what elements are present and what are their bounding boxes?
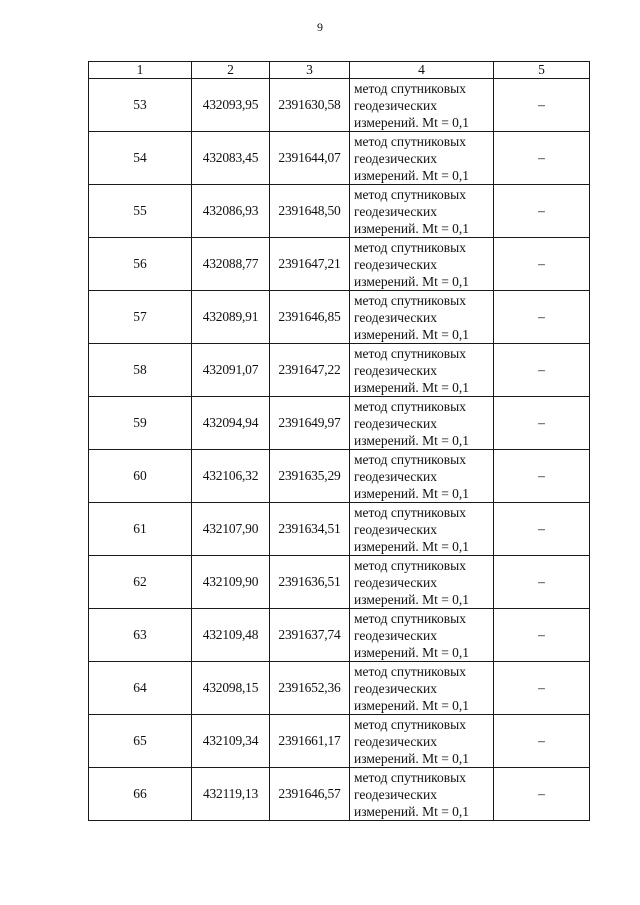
column-header-5: 5 <box>494 62 590 79</box>
method-cell <box>350 344 494 397</box>
page-number: 9 <box>317 20 323 34</box>
note-cell: – <box>494 185 590 238</box>
method-line: метод спутниковых <box>354 345 466 361</box>
method-line: геодезических <box>354 150 437 166</box>
method-line: геодезических <box>354 256 437 272</box>
method-line: измерений. Mt = 0,1 <box>354 803 470 819</box>
method-cell <box>350 662 494 715</box>
note-cell: – <box>494 503 590 556</box>
method-cell <box>350 185 494 238</box>
x-coordinate-cell: 432089,91 <box>192 291 270 344</box>
y-coordinate-cell: 2391649,97 <box>270 397 350 450</box>
method-line: геодезических <box>354 786 437 802</box>
point-number-cell: 61 <box>89 503 192 556</box>
note-cell: – <box>494 344 590 397</box>
y-coordinate-cell: 2391646,85 <box>270 291 350 344</box>
note-cell: – <box>494 238 590 291</box>
method-line: метод спутниковых <box>354 239 466 255</box>
method-line: метод спутниковых <box>354 398 466 414</box>
method-line: измерений. Mt = 0,1 <box>354 273 470 289</box>
method-line: измерений. Mt = 0,1 <box>354 379 470 395</box>
method-line: метод спутниковых <box>354 504 466 520</box>
table-row <box>89 397 590 450</box>
method-line: геодезических <box>354 362 437 378</box>
method-line: метод спутниковых <box>354 133 466 149</box>
point-number-cell: 63 <box>89 609 192 662</box>
table-body <box>89 79 590 821</box>
method-line: геодезических <box>354 203 437 219</box>
x-coordinate-cell: 432098,15 <box>192 662 270 715</box>
method-cell <box>350 79 494 132</box>
point-number-cell: 53 <box>89 79 192 132</box>
table-row <box>89 503 590 556</box>
x-coordinate-cell: 432109,48 <box>192 609 270 662</box>
method-line: измерений. Mt = 0,1 <box>354 538 470 554</box>
method-line: геодезических <box>354 468 437 484</box>
note-cell: – <box>494 715 590 768</box>
y-coordinate-cell: 2391644,07 <box>270 132 350 185</box>
method-line: метод спутниковых <box>354 292 466 308</box>
note-cell: – <box>494 662 590 715</box>
point-number-cell: 60 <box>89 450 192 503</box>
method-line: геодезических <box>354 627 437 643</box>
note-cell: – <box>494 79 590 132</box>
method-cell <box>350 609 494 662</box>
method-line: метод спутниковых <box>354 769 466 785</box>
note-cell: – <box>494 609 590 662</box>
y-coordinate-cell: 2391647,21 <box>270 238 350 291</box>
method-line: геодезических <box>354 574 437 590</box>
point-number-cell: 62 <box>89 556 192 609</box>
column-header-2: 2 <box>192 62 270 79</box>
y-coordinate-cell: 2391636,51 <box>270 556 350 609</box>
point-number-cell: 59 <box>89 397 192 450</box>
method-line: метод спутниковых <box>354 663 466 679</box>
column-header-1: 1 <box>89 62 192 79</box>
method-line: метод спутниковых <box>354 557 466 573</box>
table-header-row <box>89 62 590 79</box>
column-header-3: 3 <box>270 62 350 79</box>
table-row <box>89 185 590 238</box>
method-line: измерений. Mt = 0,1 <box>354 644 470 660</box>
table-row <box>89 556 590 609</box>
method-cell <box>350 768 494 821</box>
note-cell: – <box>494 397 590 450</box>
x-coordinate-cell: 432088,77 <box>192 238 270 291</box>
y-coordinate-cell: 2391634,51 <box>270 503 350 556</box>
x-coordinate-cell: 432106,32 <box>192 450 270 503</box>
note-cell: – <box>494 132 590 185</box>
x-coordinate-cell: 432091,07 <box>192 344 270 397</box>
point-number-cell: 55 <box>89 185 192 238</box>
x-coordinate-cell: 432083,45 <box>192 132 270 185</box>
method-cell <box>350 503 494 556</box>
method-line: измерений. Mt = 0,1 <box>354 326 470 342</box>
y-coordinate-cell: 2391648,50 <box>270 185 350 238</box>
table-row <box>89 344 590 397</box>
table-row <box>89 450 590 503</box>
point-number-cell: 65 <box>89 715 192 768</box>
table-row <box>89 132 590 185</box>
method-line: измерений. Mt = 0,1 <box>354 167 470 183</box>
method-line: метод спутниковых <box>354 716 466 732</box>
x-coordinate-cell: 432119,13 <box>192 768 270 821</box>
method-line: измерений. Mt = 0,1 <box>354 697 470 713</box>
x-coordinate-cell: 432107,90 <box>192 503 270 556</box>
point-number-cell: 54 <box>89 132 192 185</box>
method-line: измерений. Mt = 0,1 <box>354 432 470 448</box>
x-coordinate-cell: 432094,94 <box>192 397 270 450</box>
y-coordinate-cell: 2391637,74 <box>270 609 350 662</box>
method-line: геодезических <box>354 97 437 113</box>
method-line: измерений. Mt = 0,1 <box>354 114 470 130</box>
column-header-4: 4 <box>350 62 494 79</box>
method-cell <box>350 132 494 185</box>
table-row <box>89 662 590 715</box>
x-coordinate-cell: 432093,95 <box>192 79 270 132</box>
method-line: геодезических <box>354 733 437 749</box>
y-coordinate-cell: 2391661,17 <box>270 715 350 768</box>
point-number-cell: 57 <box>89 291 192 344</box>
method-line: геодезических <box>354 415 437 431</box>
point-number-cell: 66 <box>89 768 192 821</box>
note-cell: – <box>494 556 590 609</box>
note-cell: – <box>494 768 590 821</box>
note-cell: – <box>494 291 590 344</box>
y-coordinate-cell: 2391635,29 <box>270 450 350 503</box>
method-line: метод спутниковых <box>354 80 466 96</box>
method-line: метод спутниковых <box>354 186 466 202</box>
y-coordinate-cell: 2391646,57 <box>270 768 350 821</box>
method-line: измерений. Mt = 0,1 <box>354 750 470 766</box>
method-line: измерений. Mt = 0,1 <box>354 220 470 236</box>
x-coordinate-cell: 432109,34 <box>192 715 270 768</box>
table-row <box>89 609 590 662</box>
y-coordinate-cell: 2391652,36 <box>270 662 350 715</box>
table-row <box>89 291 590 344</box>
method-line: метод спутниковых <box>354 451 466 467</box>
table-row <box>89 79 590 132</box>
method-cell <box>350 238 494 291</box>
x-coordinate-cell: 432109,90 <box>192 556 270 609</box>
method-line: геодезических <box>354 521 437 537</box>
method-line: измерений. Mt = 0,1 <box>354 485 470 501</box>
note-cell: – <box>494 450 590 503</box>
method-cell <box>350 715 494 768</box>
method-cell <box>350 291 494 344</box>
method-line: геодезических <box>354 309 437 325</box>
method-line: измерений. Mt = 0,1 <box>354 591 470 607</box>
x-coordinate-cell: 432086,93 <box>192 185 270 238</box>
method-line: геодезических <box>354 680 437 696</box>
y-coordinate-cell: 2391630,58 <box>270 79 350 132</box>
table-row <box>89 715 590 768</box>
table-row <box>89 238 590 291</box>
y-coordinate-cell: 2391647,22 <box>270 344 350 397</box>
point-number-cell: 56 <box>89 238 192 291</box>
method-line: метод спутниковых <box>354 610 466 626</box>
point-number-cell: 64 <box>89 662 192 715</box>
method-cell <box>350 450 494 503</box>
table-row <box>89 768 590 821</box>
method-cell <box>350 556 494 609</box>
coordinates-table <box>88 61 590 821</box>
method-cell <box>350 397 494 450</box>
point-number-cell: 58 <box>89 344 192 397</box>
